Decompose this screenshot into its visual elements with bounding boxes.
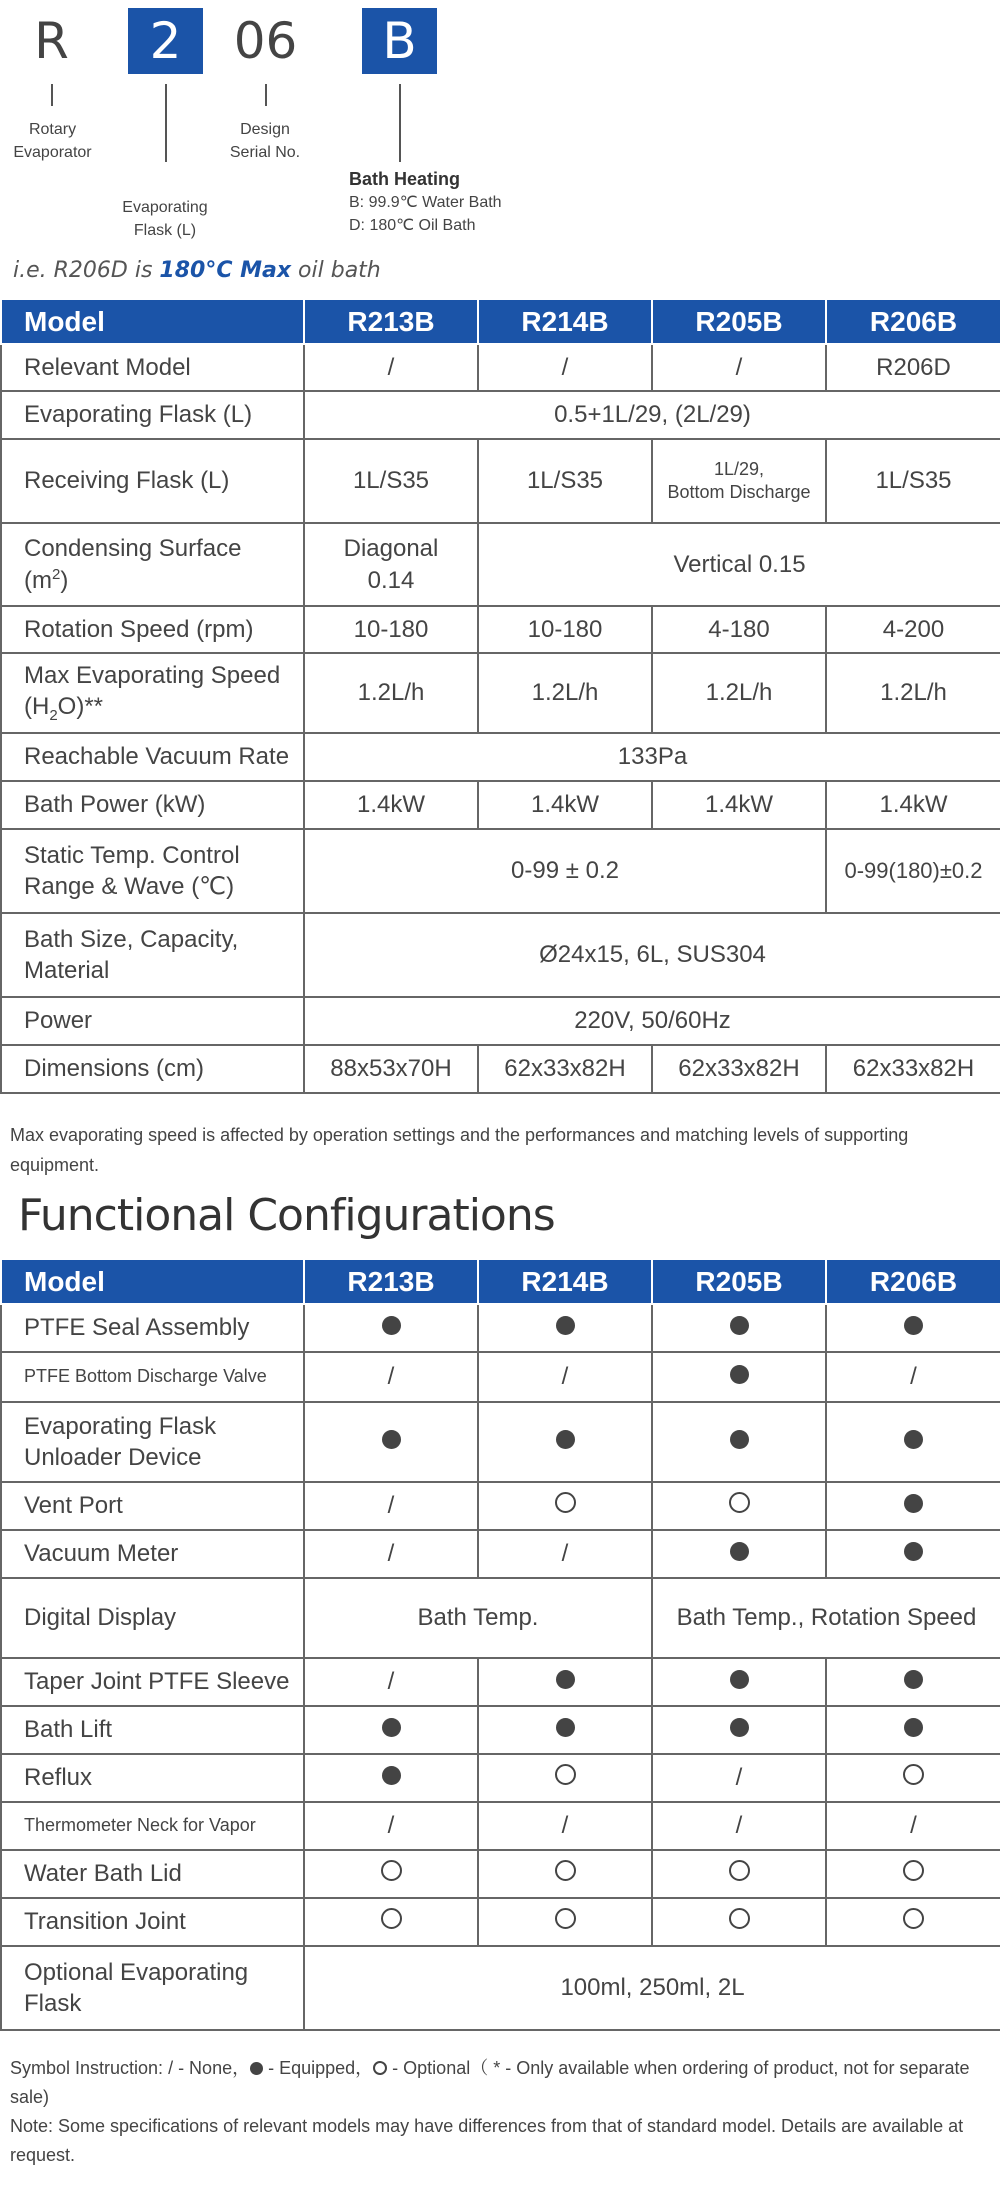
symbol-instruction: Symbol Instruction: / - None， - Equipped， - Optional（ * - Only available when ordering of product, not for separate sale) xyxy=(10,2058,970,2107)
cell-optional xyxy=(652,1850,826,1898)
filled-circle-icon xyxy=(904,1316,923,1335)
filled-circle-icon xyxy=(556,1430,575,1449)
row-label: PTFE Seal Assembly xyxy=(1,1304,304,1352)
table-row xyxy=(1,1352,1000,1402)
cell-equipped xyxy=(652,1402,826,1482)
func-header-cell: R206B xyxy=(826,1259,1000,1304)
table-row: Condensing Surface $(m^2)$ Diagonal 0.14 Vertical 0.15 xyxy=(1,523,1000,606)
filled-circle-icon xyxy=(382,1718,401,1737)
cell-equipped xyxy=(478,1304,652,1352)
hollow-circle-icon xyxy=(729,1492,750,1513)
cell-value: Bath Temp. xyxy=(304,1578,652,1658)
table-row: Rotation Speed (rpm) 10-180 10-180 4-180 4-200 xyxy=(1,606,1000,653)
hollow-circle-icon xyxy=(555,1764,576,1785)
func-table xyxy=(0,1258,1000,2031)
cell-none: / xyxy=(304,1482,478,1530)
hollow-circle-icon xyxy=(555,1908,576,1929)
cell-optional xyxy=(478,1850,652,1898)
cell-optional xyxy=(826,1754,1000,1802)
cell-none: / xyxy=(826,1352,1000,1402)
cell-none: / xyxy=(652,1802,826,1850)
table-row: Dimensions (cm) 88x53x70H 62x33x82H 62x33x82H 62x33x82H xyxy=(1,1045,1000,1093)
cell-optional xyxy=(304,1850,478,1898)
cell-equipped xyxy=(478,1706,652,1754)
hollow-circle-icon xyxy=(903,1764,924,1785)
table-row: Receiving Flask (L) 1L/S35 1L/S35 1L/29, Bottom Discharge 1L/S35 xyxy=(1,439,1000,523)
example-note: i.e. R206D is 180°C Max oil bath xyxy=(13,258,381,283)
cell-optional xyxy=(826,1850,1000,1898)
cell-none: / xyxy=(478,1352,652,1402)
table-row xyxy=(1,1578,1000,1658)
row-label: Digital Display xyxy=(1,1578,304,1658)
cell-none: / xyxy=(304,1352,478,1402)
filled-circle-icon xyxy=(382,1766,401,1785)
caption-bath-heating: Bath Heating B: 99.9℃ Water Bath D: 180℃ Oil Bath xyxy=(349,168,609,237)
func-header-cell: R214B xyxy=(478,1259,652,1304)
hollow-circle-icon xyxy=(555,1492,576,1513)
table-row: Reachable Vacuum Rate 133Pa xyxy=(1,733,1000,781)
connector-line-flask xyxy=(165,84,167,162)
hollow-circle-icon xyxy=(729,1908,750,1929)
filled-circle-icon xyxy=(556,1670,575,1689)
hollow-circle-icon xyxy=(381,1908,402,1929)
table-row: Power 220V, 50/60Hz xyxy=(1,997,1000,1045)
cell-equipped xyxy=(826,1658,1000,1706)
row-label: Vent Port xyxy=(1,1482,304,1530)
cell-equipped xyxy=(652,1706,826,1754)
table-row xyxy=(1,1850,1000,1898)
hollow-circle-icon xyxy=(555,1860,576,1881)
hollow-circle-icon xyxy=(373,2061,387,2075)
header-r214b: R214B xyxy=(478,299,652,344)
cell-optional xyxy=(478,1754,652,1802)
cell-equipped xyxy=(826,1482,1000,1530)
table-row xyxy=(1,1754,1000,1802)
cell-equipped xyxy=(652,1304,826,1352)
table-row: Static Temp. Control Range & Wave (℃) 0-99 ± 0.2 0-99(180)±0.2 xyxy=(1,829,1000,913)
connector-line-rotary xyxy=(51,84,53,106)
table-row xyxy=(1,1802,1000,1850)
code-box-flask: 2 xyxy=(128,8,203,74)
code-design-serial: 06 xyxy=(233,12,298,70)
footer-note: Note: Some specifications of relevant models may have differences from that of standard model. Details are available at request. xyxy=(10,2116,964,2165)
hollow-circle-icon xyxy=(903,1860,924,1881)
row-label: Thermometer Neck for Vapor xyxy=(1,1802,304,1850)
table-row xyxy=(1,1658,1000,1706)
spec-note: Max evaporating speed is affected by operation settings and the performances and matching levels of supporting equipment. xyxy=(10,1125,909,1175)
cell-value: Bath Temp., Rotation Speed xyxy=(652,1578,1000,1658)
table-row: Bath Size, Capacity, Material Ø24x15, 6L, SUS304 xyxy=(1,913,1000,997)
caption-design-serial: Design Serial No. xyxy=(229,121,301,161)
spec-table xyxy=(0,298,1000,1094)
filled-circle-icon xyxy=(730,1316,749,1335)
bath-heating-title: Bath Heating xyxy=(349,169,461,189)
filled-circle-icon xyxy=(730,1670,749,1689)
hollow-circle-icon xyxy=(381,1860,402,1881)
table-row: Max Evaporating Speed $(H_2O)**$ 1.2L/h 1.2L/h 1.2L/h 1.2L/h xyxy=(1,653,1000,733)
row-label: Reflux xyxy=(1,1754,304,1802)
table-row xyxy=(1,1402,1000,1482)
footer-notes xyxy=(10,2054,990,2170)
cell-optional xyxy=(304,1898,478,1946)
row-label: Optional Evaporating Flask xyxy=(1,1946,304,2030)
hollow-circle-icon xyxy=(729,1860,750,1881)
header-r205b: R205B xyxy=(652,299,826,344)
cell-equipped xyxy=(826,1530,1000,1578)
cell-equipped xyxy=(478,1402,652,1482)
func-header-cell: Model xyxy=(1,1259,304,1304)
row-label: Bath Lift xyxy=(1,1706,304,1754)
filled-circle-icon xyxy=(730,1542,749,1561)
table-row xyxy=(1,1706,1000,1754)
func-header-row xyxy=(1,1259,1000,1304)
filled-circle-icon xyxy=(730,1718,749,1737)
connector-line-bath xyxy=(399,84,401,162)
cell-none: / xyxy=(304,1802,478,1850)
cell-equipped xyxy=(304,1304,478,1352)
cell-equipped xyxy=(652,1530,826,1578)
filled-circle-icon xyxy=(904,1670,923,1689)
filled-circle-icon xyxy=(904,1542,923,1561)
table-row xyxy=(1,1482,1000,1530)
row-label: Transition Joint xyxy=(1,1898,304,1946)
cell-none: / xyxy=(304,1530,478,1578)
section-title: Functional Configurations xyxy=(18,1190,555,1241)
table-row: Relevant Model / / / R206D xyxy=(1,344,1000,391)
cell-optional xyxy=(478,1898,652,1946)
table-row xyxy=(1,1530,1000,1578)
table-row xyxy=(1,1304,1000,1352)
cell-optional xyxy=(652,1482,826,1530)
table-row: Bath Power (kW) 1.4kW 1.4kW 1.4kW 1.4kW xyxy=(1,781,1000,829)
hollow-circle-icon xyxy=(903,1908,924,1929)
cell-equipped xyxy=(652,1352,826,1402)
cell-none: / xyxy=(478,1530,652,1578)
row-label: Vacuum Meter xyxy=(1,1530,304,1578)
cell-equipped xyxy=(304,1754,478,1802)
cell-equipped xyxy=(826,1706,1000,1754)
cell-equipped xyxy=(304,1706,478,1754)
row-label: Water Bath Lid xyxy=(1,1850,304,1898)
table-row xyxy=(1,1898,1000,1946)
cell-equipped xyxy=(478,1658,652,1706)
filled-circle-icon xyxy=(904,1430,923,1449)
filled-circle-icon xyxy=(730,1365,749,1384)
cell-equipped xyxy=(304,1402,478,1482)
code-letter-r: R xyxy=(34,12,69,70)
cell-equipped xyxy=(652,1658,826,1706)
filled-circle-icon xyxy=(904,1718,923,1737)
filled-circle-icon xyxy=(556,1316,575,1335)
cell-optional xyxy=(652,1898,826,1946)
filled-circle-icon xyxy=(250,2062,263,2075)
filled-circle-icon xyxy=(556,1718,575,1737)
cell-optional xyxy=(826,1898,1000,1946)
table-row: Evaporating Flask (L) 0.5+1L/29, (2L/29) xyxy=(1,391,1000,439)
row-label: Evaporating Flask Unloader Device xyxy=(1,1402,304,1482)
func-header-cell: R205B xyxy=(652,1259,826,1304)
header-r206b: R206B xyxy=(826,299,1000,344)
func-header-cell: R213B xyxy=(304,1259,478,1304)
connector-line-design xyxy=(265,84,267,106)
filled-circle-icon xyxy=(730,1430,749,1449)
table-row xyxy=(1,1946,1000,2030)
cell-none: / xyxy=(826,1802,1000,1850)
spec-header-row xyxy=(1,299,1000,344)
cell-equipped xyxy=(826,1402,1000,1482)
row-label: Taper Joint PTFE Sleeve xyxy=(1,1658,304,1706)
filled-circle-icon xyxy=(382,1430,401,1449)
header-r213b: R213B xyxy=(304,299,478,344)
header-model: Model xyxy=(1,299,304,344)
caption-evaporating-flask: Evaporating Flask (L) xyxy=(122,199,208,239)
row-label: PTFE Bottom Discharge Valve xyxy=(1,1352,304,1402)
cell-none: / xyxy=(478,1802,652,1850)
cell-optional xyxy=(478,1482,652,1530)
cell-equipped xyxy=(826,1304,1000,1352)
code-box-bath: B xyxy=(362,8,437,74)
caption-rotary-evaporator: Rotary Evaporator xyxy=(13,121,92,161)
filled-circle-icon xyxy=(904,1494,923,1513)
cell-none: / xyxy=(304,1658,478,1706)
filled-circle-icon xyxy=(382,1316,401,1335)
cell-value: 100ml, 250ml, 2L xyxy=(304,1946,1000,2030)
cell-none: / xyxy=(652,1754,826,1802)
